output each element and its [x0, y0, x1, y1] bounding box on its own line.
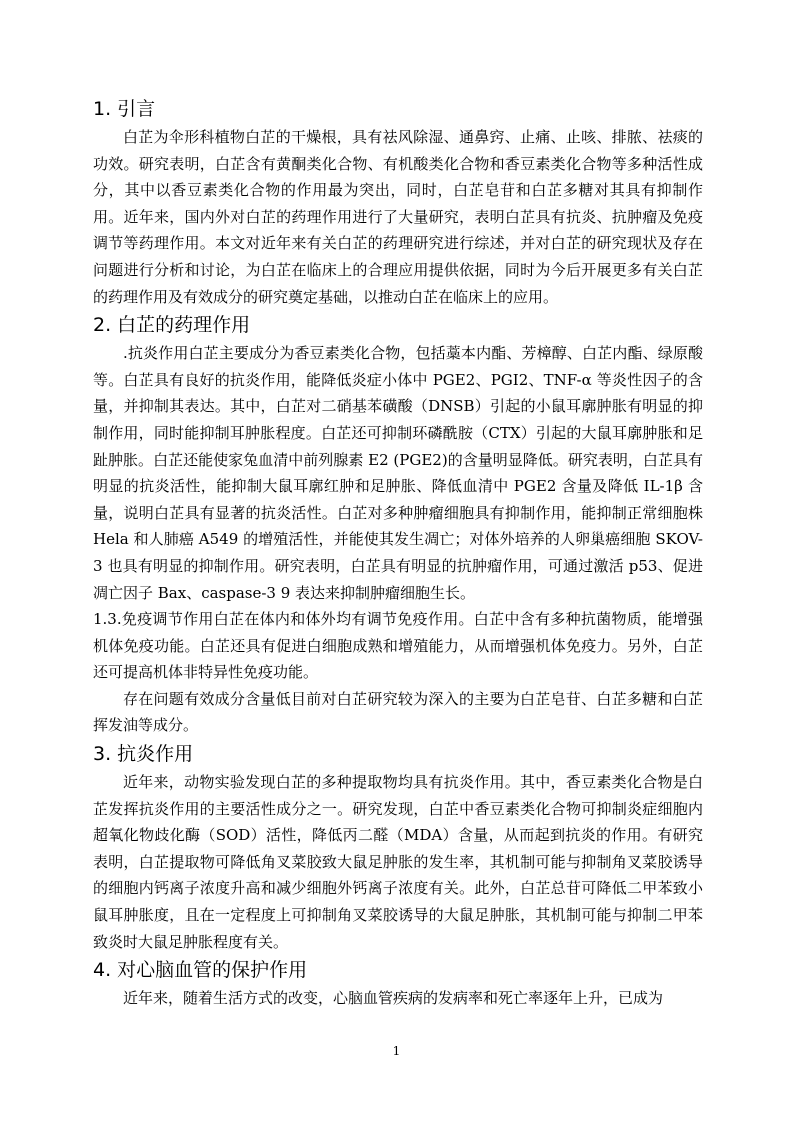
document-body — [93, 94, 703, 1012]
pharmacology-paragraph-immune: 1.3.免疫调节作用白芷在体内和体外均有调节免疫作用。白芷中含有多种抗菌物质，能增强机体免疫功能。白芷还具有促进白细胞成熟和增殖能力，从而增强机体免疫力。另外，白芷还可提高机体非特异性免疫功能。 — [93, 610, 703, 682]
intro-paragraph: 白芷为伞形科植物白芷的干燥根，具有祛风除湿、通鼻窍、止痛、止咳、排脓、祛痰的功效。研究表明，白芷含有黄酮类化合物、有机酸类化合物和香豆素类化合物等多种活性成分，其中以香豆素类化合物的作用最为突出，同时，白芷皂苷和白芷多糖对其具有抑制作用。近年来，国内外对白芷的药理作用进行了大量研究，表明白芷具有抗炎、抗肿瘤及免疫调节等药理作用。本文对近年来有关白芷的药理研究进行综述，并对白芷的研究现状及存在问题进行分析和讨论，为白芷在临床上的合理应用提供依据，同时为今后开展更多有关白芷的药理作用及有效成分的研究奠定基础，以推动白芷在临床上的应用。 — [93, 128, 703, 306]
pharmacology-paragraph-anti-inflammatory: .抗炎作用白芷主要成分为香豆素类化合物，包括藁本内酯、芳樟醇、白芷内酯、绿原酸等。白芷具有良好的抗炎作用，能降低炎症小体中 PGE2、PGI2、TNF-α 等炎性因子的含量，并抑制其表达。其中，白芷对二硝基苯磺酸（DNSB）引起的小鼠耳廓肿胀有明显的抑制作用，同时能抑制耳肿胀程度。白芷还可抑制环磷酰胺（CTX）引起的大鼠耳廓肿胀和足趾肿胀。白芷还能使家兔血清中前列腺素 E2 (PGE2)的含量明显降低。研究表明，白芷具有明显的抗炎活性，能抑制大鼠耳廓红肿和足肿胀、降低血清中 PGE2 含量及降低 IL-1β 含量，说明白芷具有显著的抗炎活性。白芷对多种肿瘤细胞具有抑制作用，能抑制正常细胞株 Hela 和人肺癌 A549 的增殖活性，并能使其发生凋亡；对体外培养的人卵巢癌细胞 SKOV-3 也具有明显的抑制作用。研究表明，白芷具有明显的抗肿瘤作用，可通过激活 p53、促进凋亡因子 Bax、caspase-3 9 表达来抑制肿瘤细胞生长。 — [93, 344, 703, 602]
section-heading-anti-inflammation: 3. 抗炎作用 — [93, 743, 194, 766]
cardio-protection-paragraph: 近年来，随着生活方式的改变，心脑血管疾病的发病率和死亡率逐年上升，已成为 — [123, 989, 664, 1008]
page-number: 1 — [392, 1044, 401, 1058]
section-heading-pharmacology: 2. 白芷的药理作用 — [93, 314, 251, 337]
section-heading-introduction: 1. 引言 — [93, 98, 156, 120]
pharmacology-paragraph-problems: 存在问题有效成分含量低目前对白芷研究较为深入的主要为白芷皂苷、白芷多糖和白芷挥发油等成分。 — [93, 689, 703, 735]
section-heading-cardio-protection: 4. 对心脑血管的保护作用 — [93, 959, 308, 982]
anti-inflammation-paragraph: 近年来，动物实验发现白芷的多种提取物均具有抗炎作用。其中，香豆素类化合物是白芷发挥抗炎作用的主要活性成分之一。研究发现，白芷中香豆素类化合物可抑制炎症细胞内超氧化物歧化酶（SOD）活性，降低丙二醛（MDA）含量，从而起到抗炎的作用。有研究表明，白芷提取物可降低角叉菜胶致大鼠足肿胀的发生率，其机制可能与抑制角叉菜胶诱导的细胞内钙离子浓度升高和减少细胞外钙离子浓度有关。此外，白芷总苷可降低二甲苯致小鼠耳肿胀度，且在一定程度上可抑制角叉菜胶诱导的大鼠足肿胀，其机制可能与抑制二甲苯致炎时大鼠足肿胀程度有关。 — [93, 773, 703, 951]
